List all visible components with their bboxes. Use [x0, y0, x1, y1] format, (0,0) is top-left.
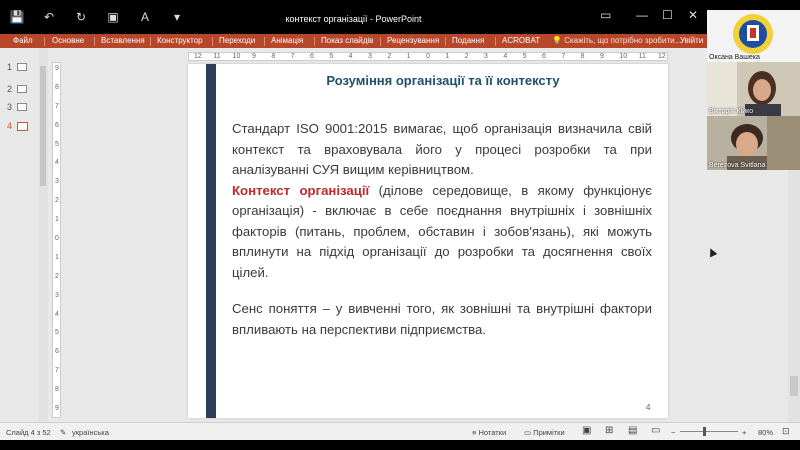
- highlighted-term: Контекст організації: [232, 182, 370, 198]
- ruler-tick-label: 8: [55, 83, 59, 91]
- ruler-tick-label: 4: [348, 53, 353, 60]
- tab-review[interactable]: Рецензування: [387, 36, 440, 45]
- participant-name: Оксана Вашека: [709, 54, 760, 61]
- ruler-tick-label: 12: [658, 53, 666, 60]
- language-indicator[interactable]: українська: [72, 428, 109, 437]
- ruler-tick-label: 6: [310, 53, 314, 60]
- participant-name: Berezova Svitlana: [709, 162, 766, 169]
- ruler-tick-label: 10: [232, 53, 241, 60]
- tab-separator: [495, 37, 496, 46]
- ruler-tick-label: 2: [55, 272, 59, 280]
- paragraph-iso: Стандарт ISO 9001:2015 вимагає, щоб організація визначила свій контекст та враховувала його у процесі розробки та при аналізуванні СУЯ вищим керівництвом.: [232, 121, 652, 177]
- window-title: контекст організації - PowerPoint: [285, 14, 422, 24]
- ruler-tick-label: 5: [522, 53, 527, 60]
- ruler-tick-label: 5: [55, 329, 59, 337]
- comment-icon: ▭: [524, 428, 534, 437]
- paragraph-context-rest: (ділове середовище, в якому функціонує організація) - включає в себе поєднання внутрішніх і зовнішніх факторів (питань, проблем, обставин і зобов'язань), які можуть вплинути на підхід організації до розробки та досягнення своїх цілей.: [232, 182, 652, 280]
- ruler-tick-label: 6: [55, 348, 59, 356]
- ruler-tick-label: 7: [55, 102, 59, 110]
- ruler-tick-label: 9: [55, 65, 59, 72]
- ruler-tick-label: 2: [55, 197, 59, 205]
- lightbulb-icon: 💡: [552, 36, 565, 45]
- present-icon[interactable]: ▣: [107, 10, 119, 24]
- tab-separator: [212, 37, 213, 46]
- thumbnail-preview: [17, 103, 27, 111]
- ruler-tick-label: 3: [484, 53, 488, 60]
- close-button[interactable]: ✕: [688, 8, 699, 22]
- thumbnail-number: 3: [7, 102, 13, 112]
- ruler-tick-label: 3: [368, 53, 372, 60]
- slide-sorter-icon[interactable]: ⊞: [605, 425, 614, 436]
- participant-video-3[interactable]: [707, 116, 800, 170]
- ruler-tick-label: 6: [542, 53, 546, 60]
- thumbnail-3[interactable]: [7, 102, 27, 112]
- slide-title[interactable]: Розуміння організації та її контексту: [326, 73, 560, 88]
- thumbnail-preview: [17, 63, 27, 71]
- tab-home[interactable]: Основне: [52, 36, 85, 45]
- vertical-ruler: [52, 62, 61, 418]
- zoom-out-button[interactable]: −: [671, 428, 676, 437]
- tab-design[interactable]: Конструктор: [157, 36, 203, 45]
- tell-me-search[interactable]: 💡 Скажіть, що потрібно зробити...: [552, 36, 682, 45]
- slide-number: 4: [646, 403, 651, 412]
- ribbon-display-icon[interactable]: ▭: [600, 8, 612, 22]
- tab-separator: [314, 37, 315, 46]
- tab-slideshow[interactable]: Показ слайдів: [321, 36, 374, 45]
- ruler-tick-label: 5: [329, 53, 334, 60]
- status-bar: [0, 422, 800, 440]
- ruler-tick-label: 9: [600, 53, 604, 60]
- ruler-tick-label: 4: [55, 310, 59, 318]
- horizontal-ruler: [188, 52, 668, 61]
- zoom-in-button[interactable]: +: [742, 428, 747, 437]
- ruler-tick-label: 2: [464, 53, 469, 60]
- tab-acrobat[interactable]: ACROBAT: [502, 36, 541, 45]
- ruler-tick-label: 0: [426, 53, 430, 60]
- spellcheck-icon[interactable]: ✎: [60, 428, 67, 437]
- ruler-tick-label: 3: [55, 178, 59, 186]
- tab-separator: [264, 37, 265, 46]
- ruler-tick-label: 7: [290, 53, 295, 60]
- paragraph-context: [232, 181, 652, 284]
- tab-separator: [94, 37, 95, 46]
- reading-view-icon[interactable]: ▤: [628, 425, 638, 436]
- ruler-tick-label: 5: [55, 140, 59, 148]
- customize-dropdown-icon[interactable]: ▾: [173, 10, 181, 24]
- slide-accent-bar: [206, 64, 216, 418]
- thumbnail-scrollbar-thumb[interactable]: [40, 66, 46, 186]
- tab-view[interactable]: Подання: [452, 36, 485, 45]
- comments-button[interactable]: ▭ Примітки: [524, 428, 565, 437]
- notes-icon: ≡: [472, 428, 479, 437]
- notes-button[interactable]: ≡ Нотатки: [472, 428, 507, 437]
- ruler-tick-label: 1: [406, 53, 411, 60]
- slideshow-icon[interactable]: ▭: [651, 425, 661, 436]
- zoom-slider-knob[interactable]: [703, 427, 706, 436]
- ruler-tick-label: 1: [55, 253, 59, 261]
- zoom-level[interactable]: 80%: [758, 428, 774, 437]
- ruler-tick-label: 2: [387, 53, 392, 60]
- ruler-tick-label: 3: [55, 291, 59, 299]
- slide-canvas[interactable]: [188, 64, 668, 418]
- tab-file[interactable]: Файл: [13, 36, 33, 45]
- participant-video-2[interactable]: [707, 62, 800, 116]
- slide-counter: Слайд 4 з 52: [6, 428, 51, 437]
- thumbnail-number: 4: [7, 121, 13, 131]
- ruler-tick-label: 11: [213, 53, 221, 60]
- ruler-tick-label: 9: [55, 405, 59, 412]
- save-icon[interactable]: 💾: [9, 10, 25, 24]
- ruler-tick-label: 1: [445, 53, 450, 60]
- ruler-tick-label: 11: [638, 53, 646, 60]
- ruler-tick-label: 8: [55, 386, 59, 394]
- ruler-tick-label: 4: [55, 159, 59, 167]
- slide-thumbnails-pane: [0, 48, 38, 422]
- tab-transitions[interactable]: Переходи: [219, 36, 256, 45]
- zoom-slider[interactable]: [680, 431, 738, 432]
- ruler-tick-label: 12: [194, 53, 202, 60]
- tab-insert[interactable]: Вставлення: [101, 36, 145, 45]
- paragraph-meaning: Сенс поняття – у вивченні того, як зовнішні та внутрішні фактори впливають на перспективи підприємства.: [232, 301, 652, 337]
- screen-border: [0, 440, 800, 450]
- participant-name: Вікторія Кійко: [709, 108, 754, 115]
- paragraph-gap: [232, 283, 652, 299]
- slide-body-text[interactable]: [232, 119, 652, 340]
- ruler-tick-label: 10: [619, 53, 628, 60]
- thumbnail-4[interactable]: [7, 121, 28, 131]
- normal-view-icon[interactable]: ▣: [582, 425, 592, 436]
- thumbnail-number: 1: [7, 62, 13, 72]
- title-bar: [0, 0, 800, 34]
- ruler-tick-label: 6: [55, 121, 59, 129]
- redo-icon[interactable]: ↻: [75, 10, 87, 24]
- thumbnail-preview: [17, 85, 27, 93]
- thumbnail-1[interactable]: [7, 62, 27, 72]
- tab-separator: [44, 37, 45, 46]
- maximize-button[interactable]: ☐: [662, 8, 673, 22]
- tab-separator: [150, 37, 151, 46]
- ruler-tick-label: 7: [561, 53, 566, 60]
- ruler-tick-label: 1: [55, 216, 59, 224]
- tab-animations[interactable]: Анімація: [271, 36, 304, 45]
- ruler-tick-label: 8: [271, 53, 276, 60]
- thumbnail-number: 2: [7, 84, 13, 94]
- font-icon[interactable]: A: [140, 10, 149, 24]
- sign-in-link[interactable]: Увійти: [680, 36, 704, 45]
- thumbnail-2[interactable]: [7, 84, 27, 94]
- ruler-tick-label: 7: [55, 367, 59, 375]
- thumbnail-preview: [17, 122, 28, 131]
- ruler-tick-label: 8: [580, 53, 585, 60]
- fit-to-window-icon[interactable]: ⊡: [782, 426, 790, 436]
- tab-separator: [380, 37, 381, 46]
- ruler-tick-label: 0: [55, 235, 59, 242]
- ruler-tick-label: 4: [503, 53, 508, 60]
- editor-scrollbar-thumb[interactable]: [790, 376, 798, 396]
- ruler-tick-label: 9: [252, 53, 256, 60]
- tab-separator: [445, 37, 446, 46]
- minimize-button[interactable]: —: [636, 8, 648, 22]
- ribbon-tabs: [0, 34, 707, 48]
- participant-video-1[interactable]: [707, 10, 800, 62]
- undo-icon[interactable]: ↶: [43, 10, 55, 24]
